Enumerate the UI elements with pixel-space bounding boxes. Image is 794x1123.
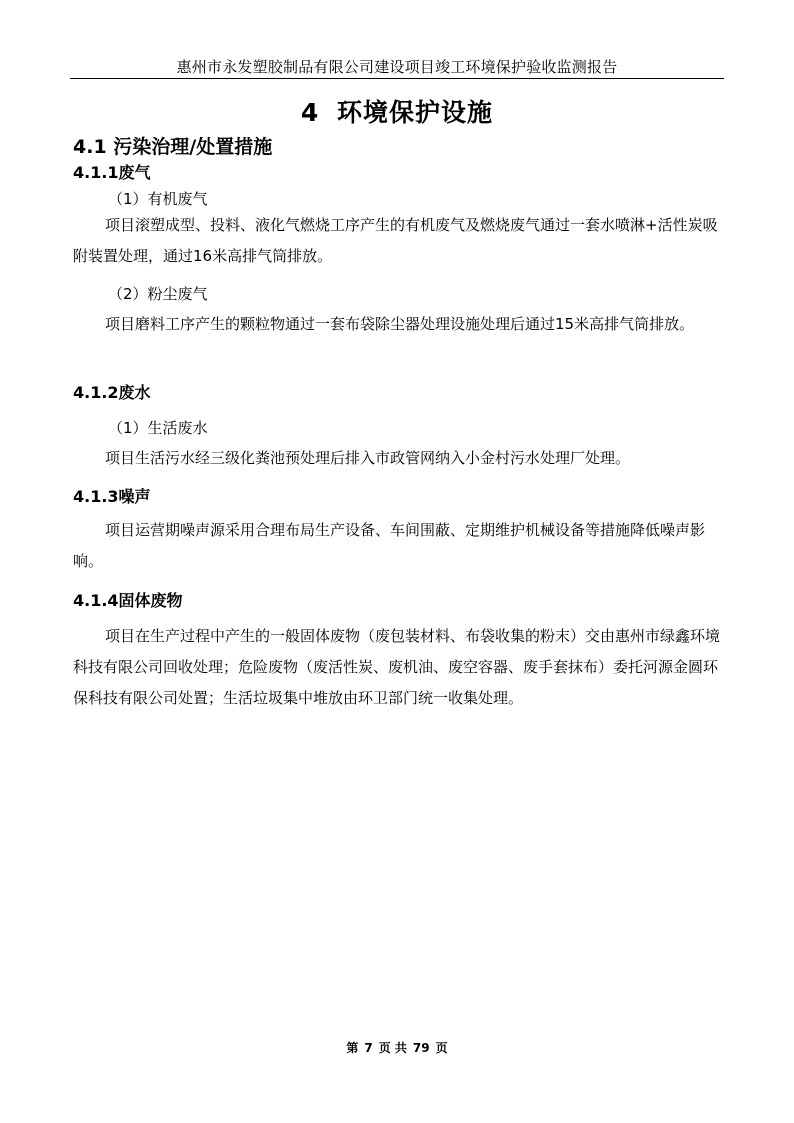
section-4-1-title: 4.1 污染治理/处置措施	[73, 136, 273, 158]
section-4-1-4-title: 4.1.4固体废物	[73, 591, 183, 610]
chapter-title	[0, 96, 794, 130]
sub-dust-gas: （2）粉尘废气	[108, 285, 208, 303]
paragraph-dust-gas: 项目磨料工序产生的颗粒物通过一套布袋除尘器处理设施处理后通过15米高排气筒排放。	[105, 315, 695, 333]
chapter-number: 4	[300, 98, 320, 127]
footer-page-number: 7	[364, 1041, 373, 1055]
footer-total-pages: 79	[412, 1041, 430, 1055]
chapter-text: 环境保护设施	[337, 98, 494, 127]
paragraph-noise: 项目运营期噪声源采用合理布局生产设备、车间围蔽、定期维护机械设备等措施降低噪声影响。	[73, 521, 706, 570]
section-4-1-3-title: 4.1.3噪声	[73, 487, 151, 506]
section-4-1-2-title: 4.1.2废水	[73, 383, 151, 402]
sub-domestic-wastewater: （1）生活废水	[108, 419, 208, 437]
footer-prefix: 第	[346, 1041, 359, 1055]
sub-organic-gas: （1）有机废气	[108, 190, 208, 208]
page-footer	[0, 1040, 794, 1056]
paragraph-organic-gas: 项目滚塑成型、投料、液化气燃烧工序产生的有机废气及燃烧废气通过一套水喷淋+活性炭吸附装置处理，通过16米高排气筒排放。	[73, 216, 718, 265]
paragraph-wastewater: 项目生活污水经三级化粪池预处理后排入市政管网纳入小金村污水处理厂处理。	[105, 449, 631, 467]
footer-middle: 页 共	[378, 1041, 407, 1055]
footer-suffix: 页	[435, 1041, 448, 1055]
page-header: 惠州市永发塑胶制品有限公司建设项目竣工环境保护验收监测报告	[70, 56, 724, 79]
section-4-1-1-title: 4.1.1废气	[73, 163, 151, 182]
paragraph-solid-waste: 项目在生产过程中产生的一般固体废物（废包装材料、布袋收集的粉末）交由惠州市绿鑫环境科技有限公司回收处理；危险废物（废活性炭、废机油、废空容器、废手套抹布）委托河源金圆环保科技有限公司处置；生活垃圾集中堆放由环卫部门统一收集处理。	[73, 627, 721, 707]
